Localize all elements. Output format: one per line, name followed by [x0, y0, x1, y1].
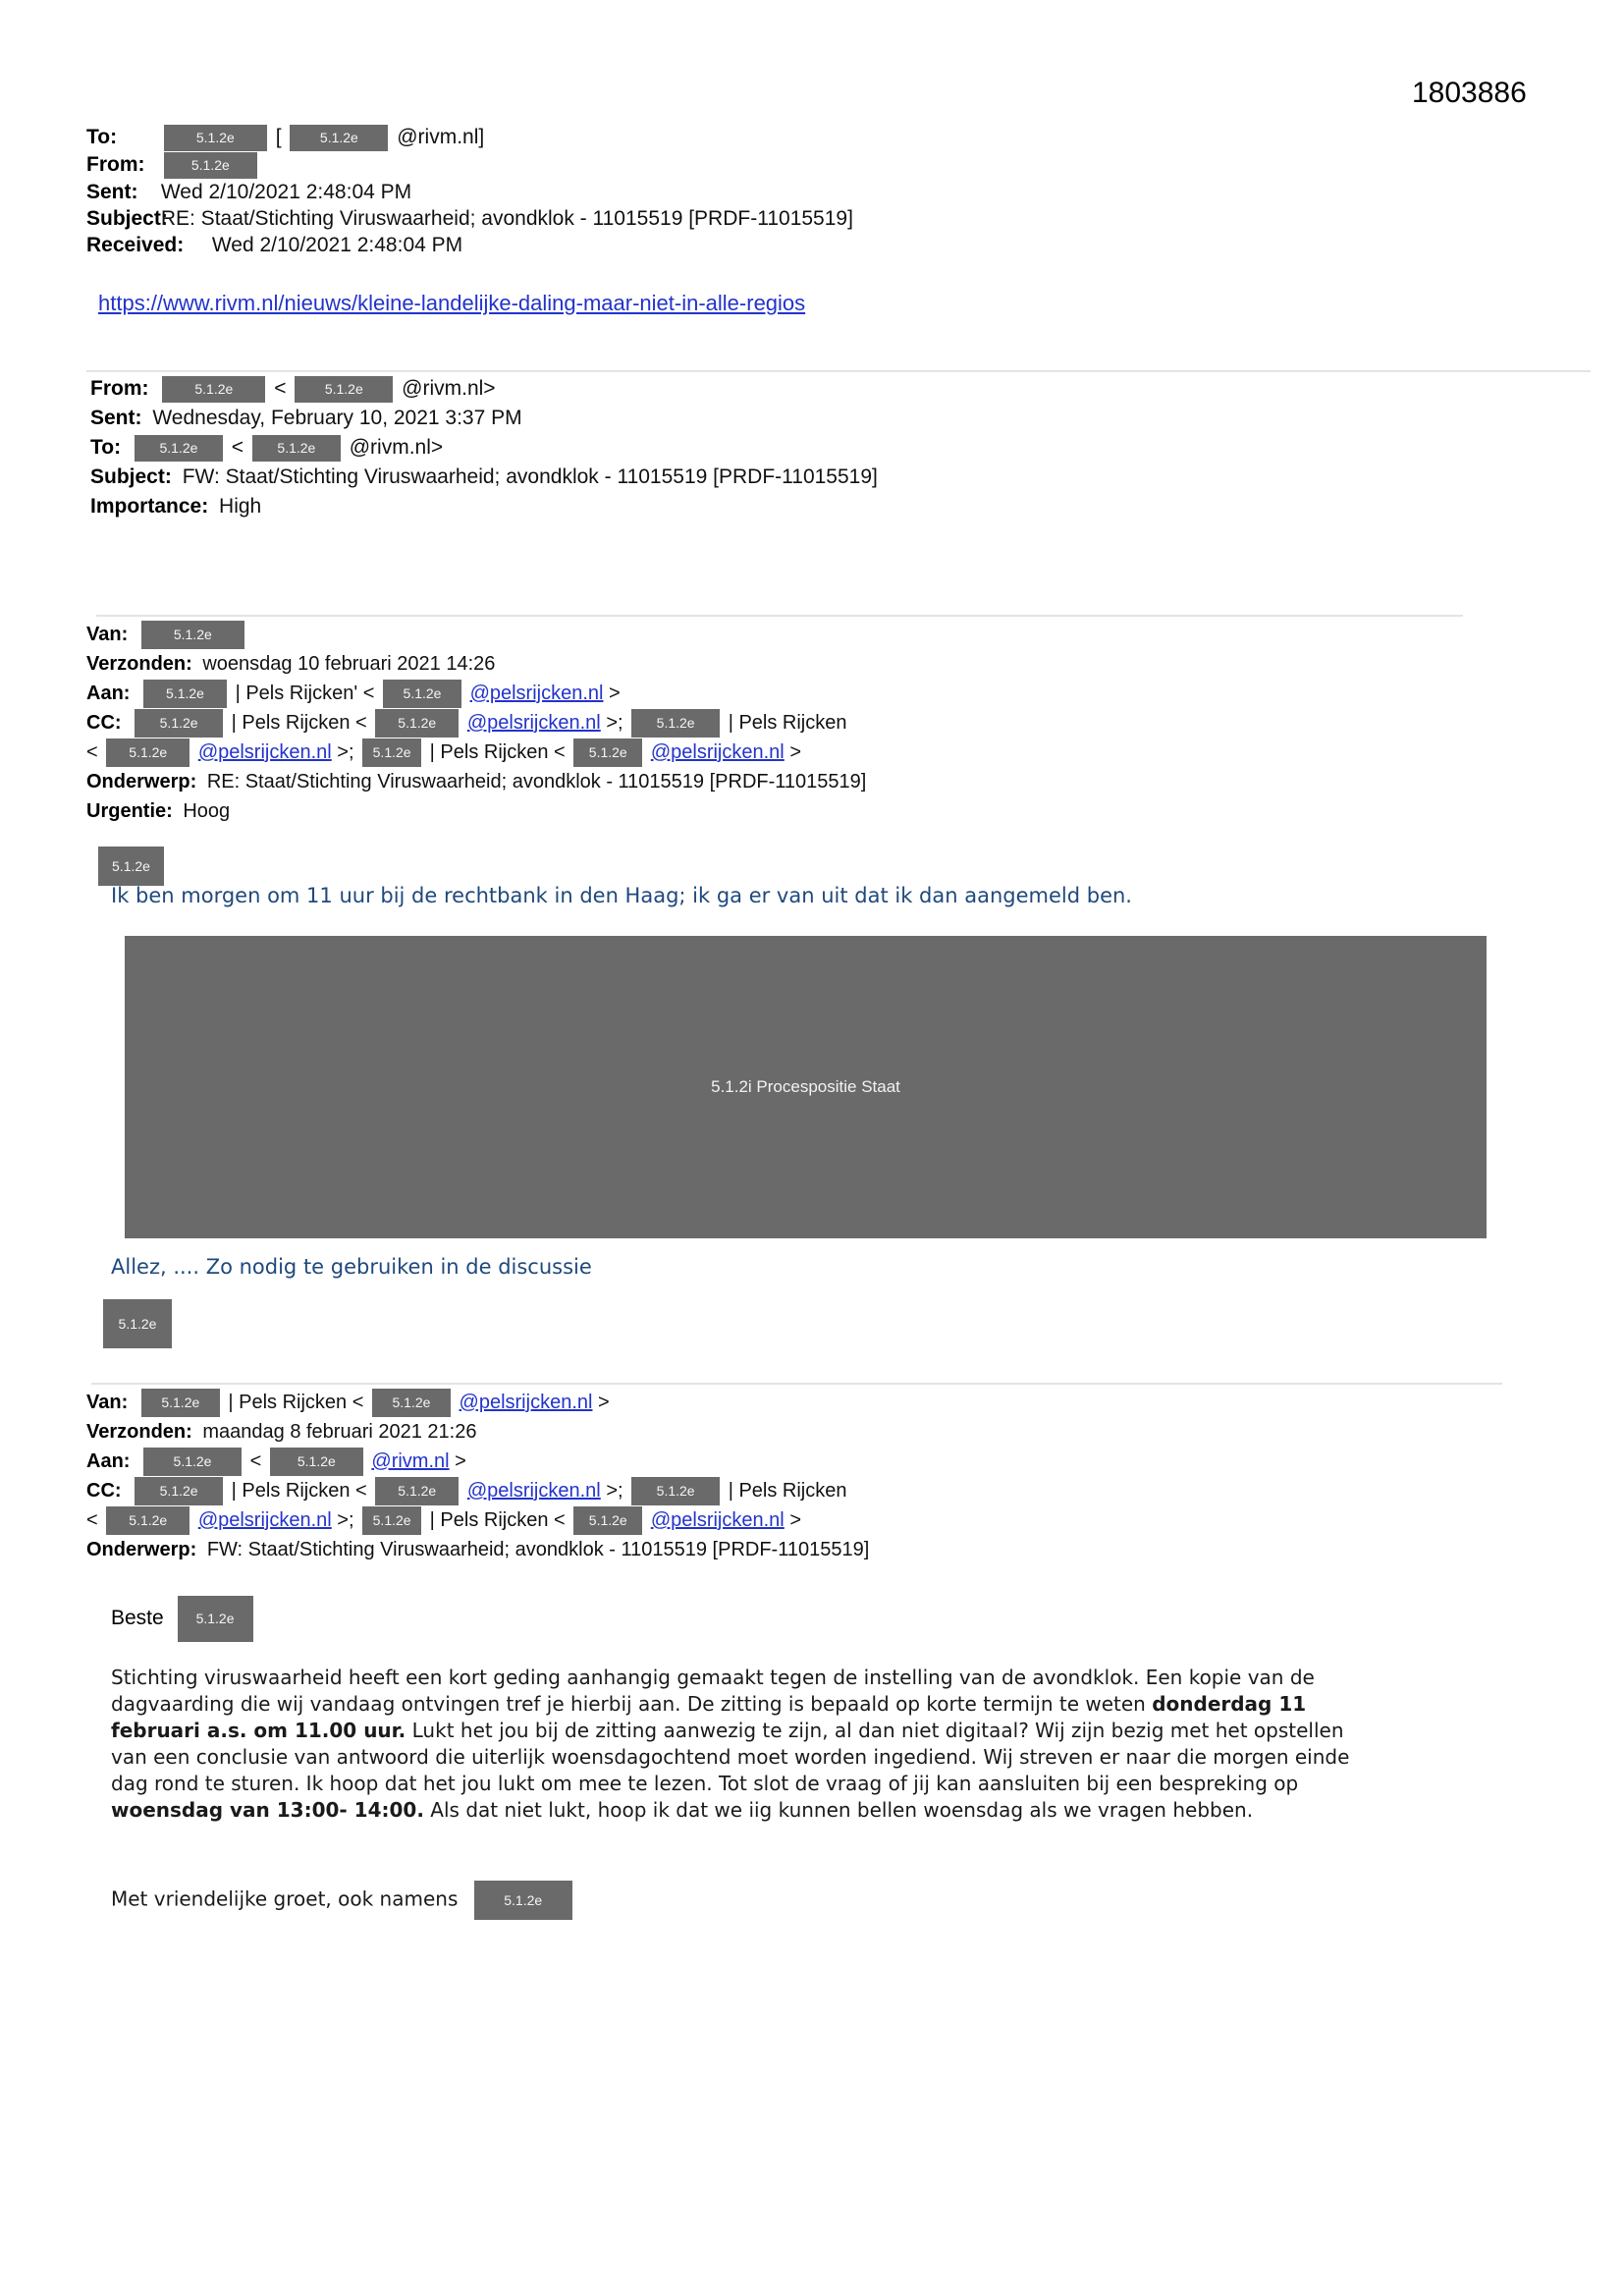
header-row	[86, 649, 866, 679]
text-segment: <	[86, 1509, 98, 1531]
text-segment: <	[249, 1450, 262, 1472]
separator-line-2	[96, 615, 1463, 617]
header-field-label: Aan:	[86, 1450, 131, 1472]
email-address-link[interactable]: @pelsrijcken.nl	[197, 741, 332, 763]
text-segment: Met vriendelijke groet, ook namens	[111, 1886, 459, 1911]
header-row	[86, 620, 866, 649]
rivm-news-link-line	[98, 291, 805, 316]
header-field-label: To:	[86, 126, 118, 148]
redaction-box: 5.1.2e	[135, 709, 223, 738]
text-segment: | Pels Rijcken <	[228, 1392, 364, 1413]
header-row	[90, 433, 878, 463]
text-segment: >;	[337, 1509, 354, 1531]
redaction-box: 5.1.2e	[375, 1477, 459, 1505]
closing-line	[111, 1881, 575, 1920]
text-segment: | Pels Rijcken	[728, 1480, 847, 1502]
email-address-link[interactable]: @pelsrijcken.nl	[650, 741, 785, 763]
header-row	[86, 205, 853, 232]
email-address-link[interactable]: @pelsrijcken.nl	[466, 712, 601, 734]
text-segment: >	[455, 1450, 466, 1472]
header-field-label: Onderwerp:	[86, 1539, 197, 1560]
header-field-label: Aan:	[86, 683, 131, 704]
text-segment: RE: Staat/Stichting Viruswaarheid; avondklok - 11015519 [PRDF-11015519]	[206, 771, 867, 793]
header-row	[86, 179, 853, 205]
email-address-link[interactable]: @rivm.nl	[371, 1450, 450, 1472]
text-segment: | Pels Rijcken <	[231, 712, 367, 734]
redaction-box: 5.1.2e	[270, 1448, 363, 1476]
header-field-label: Subject:	[90, 465, 172, 488]
text-segment: @rivm.nl]	[397, 126, 485, 148]
text-segment: | Pels Rijcken' <	[235, 683, 375, 704]
header-row	[90, 374, 878, 404]
header-field-label: Sent:	[90, 407, 142, 429]
header-row	[90, 463, 878, 492]
text-segment: High	[219, 495, 262, 518]
text-segment: | Pels Rijcken <	[429, 1509, 566, 1531]
large-redaction-box	[125, 936, 1487, 1238]
header-field-label: From:	[90, 377, 149, 400]
redaction-box: 5.1.2e	[295, 376, 393, 403]
header-field-label: Verzonden:	[86, 653, 192, 675]
text-segment: <	[231, 436, 244, 459]
text-segment: woensdag 10 februari 2021 14:26	[202, 653, 496, 675]
text-segment: FW: Staat/Stichting Viruswaarheid; avondklok - 11015519 [PRDF-11015519]	[182, 465, 878, 488]
email-address-link[interactable]: @pelsrijcken.nl	[466, 1480, 601, 1502]
text-segment: >;	[337, 741, 354, 763]
text-segment: RE: Staat/Stichting Viruswaarheid; avondklok - 11015519 [PRDF-11015519]	[160, 206, 853, 230]
signature-redaction	[103, 1299, 172, 1348]
text-segment: <	[274, 377, 287, 400]
redaction-box: 5.1.2e	[162, 376, 265, 403]
redaction-box: 5.1.2e	[290, 125, 388, 151]
text-segment: >	[789, 1509, 801, 1531]
redaction-box: 5.1.2e	[573, 1506, 642, 1535]
header-row	[86, 232, 853, 258]
text-segment: | Pels Rijcken	[728, 712, 847, 734]
email-header-block-1	[86, 124, 853, 258]
header-field-label: CC:	[86, 712, 122, 734]
header-row	[86, 1476, 869, 1535]
header-row	[86, 1535, 869, 1564]
header-row	[90, 404, 878, 433]
separator-line-1	[86, 370, 1591, 372]
bold-text-segment: woensdag van 13:00- 14:00.	[111, 1798, 424, 1822]
text-segment: >	[789, 741, 801, 763]
text-segment: <	[86, 741, 98, 763]
header-row	[86, 124, 853, 151]
header-field-label: Van:	[86, 1392, 129, 1413]
redaction-box: 5.1.2e	[106, 738, 189, 767]
header-field-label: Sent:	[86, 180, 138, 203]
redaction-box: 5.1.2e	[372, 1389, 451, 1417]
redaction-box: 5.1.2e	[141, 1389, 220, 1417]
text-segment: >	[598, 1392, 610, 1413]
email-address-link[interactable]: @pelsrijcken.nl	[459, 1392, 593, 1413]
text-segment: Wednesday, February 10, 2021 3:37 PM	[152, 407, 522, 429]
header-row	[90, 492, 878, 521]
header-field-label: Urgentie:	[86, 800, 173, 822]
text-segment: Lukt het jou bij de zitting aanwezig te zijn, al dan niet digitaal? Wij zijn bezig met het opstellen van een conclusie van antwoord die uiterlijk woensdagochtend moet worden ingediend. Wij streven er naar die morgen einde dag rond te sturen. Ik hoop dat het jou lukt om mee te lezen. Tot slot de vraag of jij kan aansluiten bij een bespreking op	[111, 1719, 1350, 1795]
email-header-block-2	[90, 374, 878, 521]
text-segment: maandag 8 februari 2021 21:26	[202, 1421, 477, 1443]
redaction-box: 5.1.2e	[631, 709, 720, 738]
header-field-label: To:	[90, 436, 122, 459]
redaction-box: 5.1.2e	[362, 1506, 421, 1535]
redaction-box: 5.1.2e	[143, 1448, 242, 1476]
header-field-label: Van:	[86, 624, 129, 645]
redaction-box: 5.1.2e	[103, 1299, 172, 1348]
redaction-box: 5.1.2e	[362, 738, 421, 767]
header-row	[86, 796, 866, 826]
header-field-label: Received:	[86, 233, 185, 256]
separator-line-3	[91, 1383, 1502, 1385]
document-number: 1803886	[1412, 77, 1527, 109]
header-field-label: From:	[86, 152, 145, 176]
text-segment: [	[275, 126, 282, 148]
email-header-block-3	[86, 620, 866, 826]
reply-body-line-2: Allez, .... Zo nodig te gebruiken in de discussie	[111, 1255, 592, 1279]
header-field-label: CC:	[86, 1480, 122, 1502]
redaction-box: 5.1.2e	[178, 1596, 253, 1642]
redaction-box: 5.1.2e	[573, 738, 642, 767]
email-body-paragraph	[111, 1665, 1350, 1824]
redaction-box: 5.1.2e	[164, 152, 257, 179]
redaction-box: 5.1.2e	[135, 435, 223, 462]
salutation-redaction	[98, 847, 164, 886]
redaction-box: 5.1.2e	[135, 1477, 223, 1505]
header-field-label: Onderwerp:	[86, 771, 197, 793]
greeting-line	[111, 1596, 256, 1642]
header-row	[86, 708, 866, 767]
reply-body-line-1: Ik ben morgen om 11 uur bij de rechtbank in den Haag; ik ga er van uit dat ik dan aangemeld ben.	[111, 884, 1132, 907]
redaction-box: 5.1.2e	[106, 1506, 189, 1535]
text-segment: | Pels Rijcken <	[429, 741, 566, 763]
text-segment: >;	[606, 712, 623, 734]
redaction-box: 5.1.2e	[141, 621, 244, 649]
header-row	[86, 679, 866, 708]
text-segment: FW: Staat/Stichting Viruswaarheid; avondklok - 11015519 [PRDF-11015519]	[206, 1539, 870, 1560]
text-segment: Stichting viruswaarheid heeft een kort geding aanhangig gemaakt tegen de instelling van de avondklok. Een kopie van de dagvaarding die wij vandaag ontvingen tref je hierbij aan. De zitting is bepaald op korte termijn te weten	[111, 1666, 1315, 1716]
text-segment: Wed 2/10/2021 2:48:04 PM	[211, 233, 463, 256]
large-redaction-label: 5.1.2i Procespositie Staat	[711, 1077, 900, 1096]
redaction-box: 5.1.2e	[383, 680, 461, 708]
redaction-box: 5.1.2e	[252, 435, 341, 462]
header-row	[86, 1417, 869, 1447]
header-field-label: Subject:	[86, 206, 168, 230]
text-segment: Als dat niet lukt, hoop ik dat we iig kunnen bellen woensdag als we vragen hebben.	[430, 1798, 1254, 1822]
text-segment: | Pels Rijcken <	[231, 1480, 367, 1502]
text-segment: Hoog	[183, 800, 231, 822]
text-segment: >	[609, 683, 621, 704]
redaction-box: 5.1.2e	[98, 847, 164, 886]
text-segment: Beste	[111, 1607, 164, 1630]
text-segment: Wed 2/10/2021 2:48:04 PM	[160, 180, 412, 203]
text-segment: >;	[606, 1480, 623, 1502]
header-row	[86, 767, 866, 796]
email-address-link[interactable]: @pelsrijcken.nl	[650, 1509, 785, 1531]
text-segment: @rivm.nl>	[402, 377, 496, 400]
email-header-block-4	[86, 1388, 869, 1564]
header-row	[86, 1388, 869, 1417]
header-field-label: Importance:	[90, 495, 209, 518]
bold-text-segment: donderdag 11 februari a.s. om 11.00 uur.	[111, 1692, 1307, 1742]
rivm-news-link[interactable]: https://www.rivm.nl/nieuws/kleine-landelijke-daling-maar-niet-in-alle-regios	[98, 291, 806, 315]
text-segment: @rivm.nl>	[349, 436, 444, 459]
email-address-link[interactable]: @pelsrijcken.nl	[469, 683, 604, 704]
redaction-box: 5.1.2e	[143, 680, 227, 708]
redaction-box: 5.1.2e	[474, 1881, 572, 1920]
email-address-link[interactable]: @pelsrijcken.nl	[197, 1509, 332, 1531]
header-row	[86, 151, 853, 179]
redaction-box: 5.1.2e	[164, 125, 267, 151]
header-row	[86, 1447, 869, 1476]
redaction-box: 5.1.2e	[631, 1477, 720, 1505]
redaction-box: 5.1.2e	[375, 709, 459, 738]
header-field-label: Verzonden:	[86, 1421, 192, 1443]
